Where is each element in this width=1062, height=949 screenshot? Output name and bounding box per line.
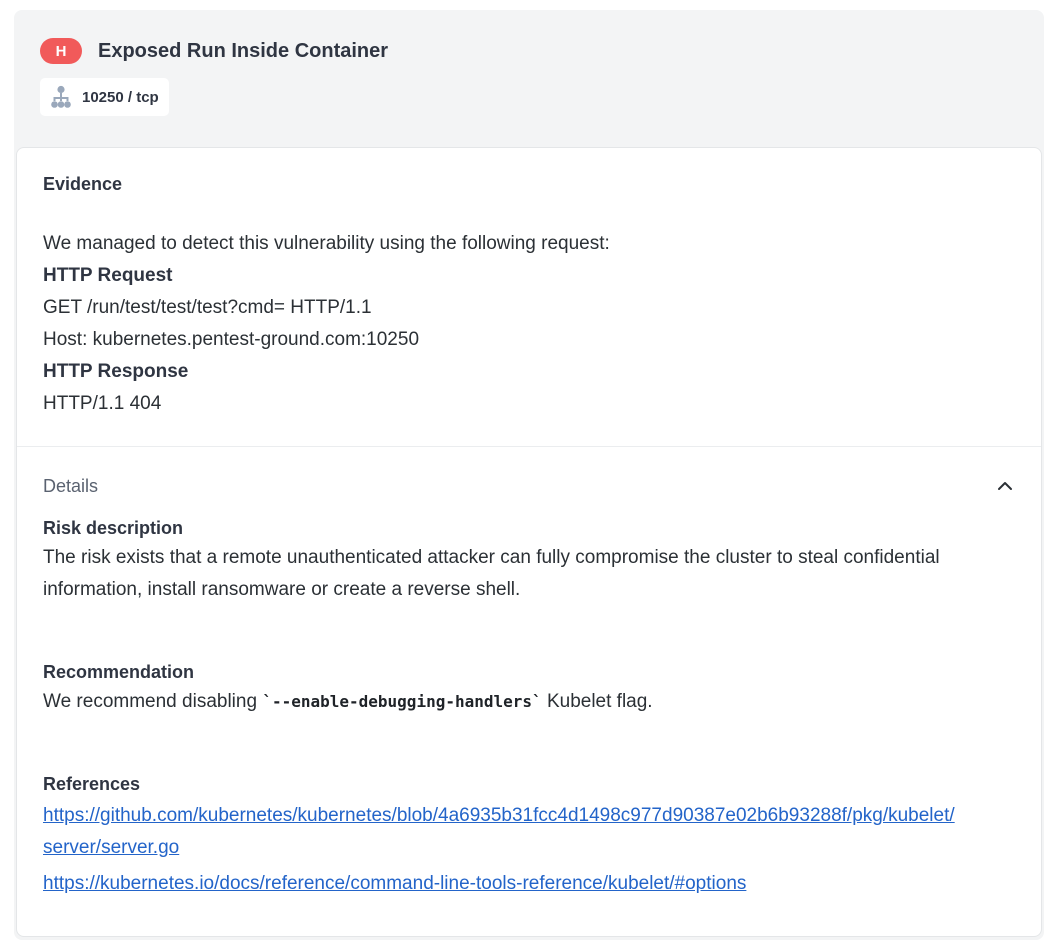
http-response-line: HTTP/1.1 404 [43, 393, 162, 414]
port-chip [40, 78, 169, 116]
finding-card [16, 147, 1042, 937]
evidence-body [43, 228, 610, 420]
recommendation-section [43, 658, 1023, 718]
reference-link-github[interactable]: https://github.com/kubernetes/kubernetes/blob/4a6935b31fcc4d1498c977d90387e02b6b93288f/pkg/kubelet/server/server.go [43, 805, 955, 858]
risk-heading: Risk description [43, 518, 184, 538]
reference-link-kubernetes-docs[interactable]: https://kubernetes.io/docs/reference/command-line-tools-reference/kubelet/#options [43, 873, 747, 894]
details-label: Details [43, 476, 99, 496]
network-icon [50, 85, 72, 109]
references-section [43, 770, 963, 900]
finding-title: Exposed Run Inside Container [98, 39, 389, 62]
details-toggle[interactable] [43, 476, 1013, 497]
recommendation-prefix: We recommend disabling [43, 691, 263, 712]
evidence-intro: We managed to detect this vulnerability using the following request: [43, 233, 610, 254]
recommendation-code: `--enable-debugging-handlers` [262, 692, 542, 711]
recommendation-suffix: Kubelet flag. [541, 691, 653, 712]
risk-text: The risk exists that a remote unauthenticated attacker can fully compromise the cluster to steal confidential information, install ransomware or create a reverse shell. [43, 547, 940, 600]
recommendation-heading: Recommendation [43, 662, 195, 682]
port-label: 10250 / tcp [82, 88, 159, 106]
chevron-up-icon[interactable] [997, 478, 1013, 496]
finding-header [40, 38, 388, 64]
recommendation-text [43, 686, 1023, 718]
evidence-heading: Evidence [43, 174, 123, 194]
section-divider [17, 446, 1041, 447]
severity-badge: H [40, 38, 82, 64]
http-host-line: Host: kubernetes.pentest-ground.com:10250 [43, 329, 420, 350]
references-heading: References [43, 774, 141, 794]
http-request-line: GET /run/test/test/test?cmd= HTTP/1.1 [43, 297, 372, 318]
risk-section [43, 514, 1023, 606]
http-response-heading: HTTP Response [43, 361, 189, 382]
http-request-heading: HTTP Request [43, 265, 173, 286]
evidence-section [43, 174, 122, 195]
